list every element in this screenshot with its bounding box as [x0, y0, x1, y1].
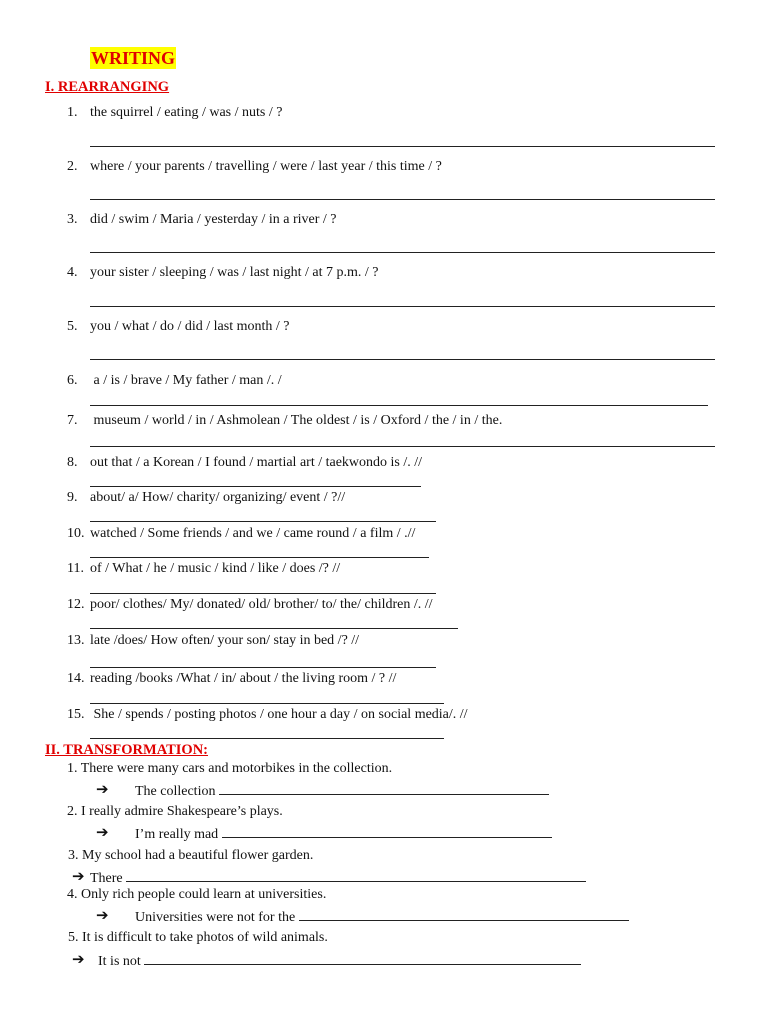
answer-blank-5[interactable] — [144, 952, 581, 965]
answer-line-15[interactable] — [90, 738, 444, 739]
transformation-answer-2: I’m really mad — [135, 825, 552, 843]
question-11: 11. of / What / he / music / kind / like / does /? // — [67, 561, 341, 576]
answer-line-3[interactable] — [90, 252, 715, 253]
answer-line-8[interactable] — [90, 486, 421, 487]
question-10: 10. watched / Some friends / and we / came round / a film / .// — [67, 526, 416, 541]
answer-blank-4[interactable] — [299, 908, 629, 921]
arrow-icon: ➔ — [96, 825, 109, 841]
section-heading-rearranging: I. REARRANGING — [45, 79, 170, 95]
answer-blank-3[interactable] — [126, 869, 586, 882]
answer-line-2[interactable] — [90, 199, 715, 200]
question-1: 1. the squirrel / eating / was / nuts / ? — [67, 105, 283, 120]
transformation-answer-5: It is not — [98, 952, 581, 970]
answer-blank-1[interactable] — [219, 782, 549, 795]
question-9: 9. about/ a/ How/ charity/ organizing/ event / ?// — [67, 490, 346, 505]
answer-line-13[interactable] — [90, 667, 436, 668]
answer-line-12[interactable] — [90, 628, 458, 629]
question-5: 5. you / what / do / did / last month / ? — [67, 319, 290, 334]
transformation-answer-4: Universities were not for the — [135, 908, 629, 926]
transformation-prompt-5: 5. It is difficult to take photos of wild animals. — [68, 930, 328, 945]
question-13: 13. late /does/ How often/ your son/ stay in bed /? // — [67, 633, 360, 648]
question-8: 8. out that / a Korean / I found / martial art / taekwondo is /. // — [67, 455, 423, 470]
arrow-icon: ➔ — [72, 952, 85, 968]
question-6: 6. a / is / brave / My father / man /. / — [67, 373, 282, 388]
worksheet-title: WRITING — [91, 48, 176, 68]
question-15: 15. She / spends / posting photos / one hour a day / on social media/. // — [67, 707, 468, 722]
answer-line-6[interactable] — [90, 405, 708, 406]
answer-line-1[interactable] — [90, 146, 715, 147]
answer-blank-2[interactable] — [222, 825, 552, 838]
answer-line-4[interactable] — [90, 306, 715, 307]
transformation-answer-1: The collection — [135, 782, 549, 800]
transformation-prompt-1: 1. There were many cars and motorbikes in the collection. — [67, 761, 393, 776]
transformation-prompt-2: 2. I really admire Shakespeare’s plays. — [67, 804, 283, 819]
answer-line-5[interactable] — [90, 359, 715, 360]
transformation-answer-3: There — [90, 869, 586, 887]
arrow-icon: ➔ — [96, 908, 109, 924]
arrow-icon: ➔ — [96, 782, 109, 798]
question-3: 3. did / swim / Maria / yesterday / in a river / ? — [67, 212, 337, 227]
question-7: 7. museum / world / in / Ashmolean / The oldest / is / Oxford / the / in / the. — [67, 413, 503, 428]
answer-line-14[interactable] — [90, 703, 444, 704]
transformation-prompt-3: 3. My school had a beautiful flower garden. — [68, 848, 314, 863]
question-4: 4. your sister / sleeping / was / last night / at 7 p.m. / ? — [67, 265, 379, 280]
answer-line-7[interactable] — [90, 446, 715, 447]
question-12: 12. poor/ clothes/ My/ donated/ old/ brother/ to/ the/ children /. // — [67, 597, 433, 612]
arrow-icon: ➔ — [72, 869, 85, 885]
question-14: 14. reading /books /What / in/ about / the living room / ? // — [67, 671, 397, 686]
answer-line-10[interactable] — [90, 557, 429, 558]
answer-line-11[interactable] — [90, 593, 436, 594]
section-heading-transformation: II. TRANSFORMATION: — [45, 742, 209, 758]
question-2: 2. where / your parents / travelling / were / last year / this time / ? — [67, 159, 442, 174]
transformation-prompt-4: 4. Only rich people could learn at universities. — [67, 887, 327, 902]
answer-line-9[interactable] — [90, 521, 436, 522]
